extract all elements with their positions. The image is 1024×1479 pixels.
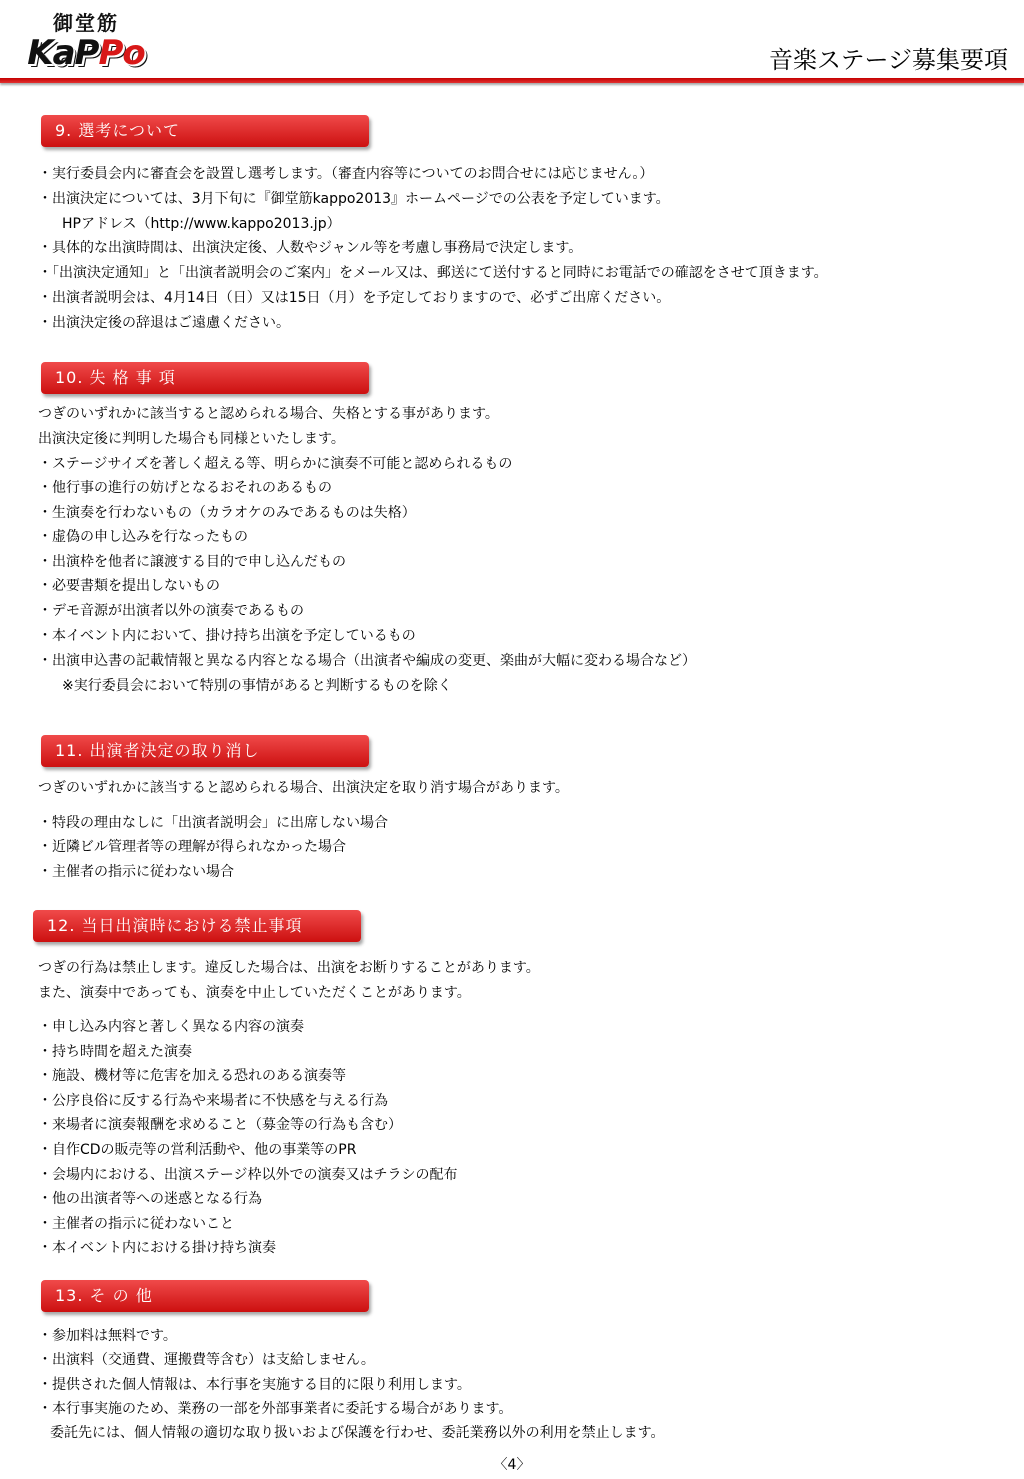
s12-line-5: ・施設、機材等に危害を加える恐れのある演奏等: [38, 1068, 346, 1084]
logo-main-text: [27, 34, 145, 72]
s9-line-7: ・出演決定後の辞退はご遠慮ください。: [38, 315, 290, 331]
s10-line-10: ・本イベント内において、掛け持ち出演を予定しているもの: [38, 628, 416, 644]
kappo-logo: [12, 6, 160, 78]
s10-line-6: ・虚偽の申し込みを行なったもの: [38, 529, 248, 545]
section-9-heading: 9. 選考について: [41, 115, 369, 147]
s10-line-5: ・生演奏を行わないもの（カラオケのみであるものは失格）: [38, 505, 416, 521]
s10-line-9: ・デモ音源が出演者以外の演奏であるもの: [38, 603, 304, 619]
s10-line-12: ※実行委員会において特別の事情があると判断するものを除く: [62, 678, 452, 694]
s11-line-3: ・近隣ビル管理者等の理解が得られなかった場合: [38, 839, 346, 855]
header-divider: [0, 78, 1024, 83]
s12-line-4: ・持ち時間を超えた演奏: [38, 1044, 192, 1060]
s12-line-8: ・自作CDの販売等の営利活動や、他の事業等のPR: [38, 1142, 357, 1158]
s9-line-1: ・実行委員会内に審査会を設置し選考します。（審査内容等についてのお問合せには応じません。）: [38, 166, 654, 182]
s11-line-2: ・特段の理由なしに「出演者説明会」に出席しない場合: [38, 815, 388, 831]
logo-main-part1: KaP: [27, 33, 99, 73]
section-13-heading: 13. そ の 他: [41, 1280, 369, 1312]
s12-line-9: ・会場内における、出演ステージ枠以外での演奏又はチラシの配布: [38, 1167, 458, 1183]
section-11-heading: 11. 出演者決定の取り消し: [41, 735, 369, 767]
s11-line-1: つぎのいずれかに該当すると認められる場合、出演決定を取り消す場合があります。: [38, 780, 569, 796]
s10-line-11: ・出演申込書の記載情報と異なる内容となる場合（出演者や編成の変更、楽曲が大幅に変わる場合など）: [38, 653, 696, 669]
s9-line-5: ・「出演決定通知」と「出演者説明会のご案内」をメール又は、郵送にて送付すると同時にお電話での確認をさせて頂きます。: [38, 265, 828, 281]
s10-line-2: 出演決定後に判明した場合も同様といたします。: [38, 431, 345, 447]
s10-line-4: ・他行事の進行の妨げとなるおそれのあるもの: [38, 480, 332, 496]
s13-line-5: 委託先には、個人情報の適切な取り扱いおよび保護を行わせ、委託業務以外の利用を禁止します。: [50, 1425, 665, 1441]
s12-line-7: ・来場者に演奏報酬を求めること（募金等の行為も含む）: [38, 1117, 402, 1133]
section-10-heading: 10. 失 格 事 項: [41, 362, 369, 394]
section-12-heading: 12. 当日出演時における禁止事項: [33, 910, 361, 942]
logo-top-text: 御堂筋: [53, 11, 119, 35]
s11-line-4: ・主催者の指示に従わない場合: [38, 864, 234, 880]
s12-line-2: また、演奏中であっても、演奏を中止していただくことがあります。: [38, 985, 471, 1001]
s9-line-6: ・出演者説明会は、4月14日（日）又は15日（月）を予定しておりますので、必ずご出席ください。: [38, 290, 671, 306]
s9-line-4: ・具体的な出演時間は、出演決定後、人数やジャンル等を考慮し事務局で決定します。: [38, 240, 583, 256]
page-number: 〈4〉: [493, 1457, 531, 1473]
s10-line-7: ・出演枠を他者に譲渡する目的で申し込んだもの: [38, 554, 346, 570]
page-header: [0, 0, 1024, 90]
s10-line-3: ・ステージサイズを著しく超える等、明らかに演奏不可能と認められるもの: [38, 456, 513, 472]
s13-line-2: ・出演料（交通費、運搬費等含む）は支給しません。: [38, 1352, 375, 1368]
s13-line-1: ・参加料は無料です。: [38, 1328, 177, 1344]
s10-line-1: つぎのいずれかに該当すると認められる場合、失格とする事があります。: [38, 406, 499, 422]
s9-line-2: ・出演決定については、3月下旬に『御堂筋kappo2013』ホームページでの公表を予定しています。: [38, 191, 670, 207]
s12-line-1: つぎの行為は禁止します。違反した場合は、出演をお断りすることがあります。: [38, 960, 540, 976]
s12-line-6: ・公序良俗に反する行為や来場者に不快感を与える行為: [38, 1093, 388, 1109]
s9-line-3: HPアドレス（http://www.kappo2013.jp）: [62, 216, 341, 232]
logo-main-part2: Po: [98, 33, 145, 73]
s12-line-10: ・他の出演者等への迷惑となる行為: [38, 1191, 262, 1207]
s13-line-4: ・本行事実施のため、業務の一部を外部事業者に委託する場合があります。: [38, 1401, 513, 1417]
s12-line-3: ・申し込み内容と著しく異なる内容の演奏: [38, 1019, 304, 1035]
s12-line-11: ・主催者の指示に従わないこと: [38, 1216, 234, 1232]
page-title: 音楽ステージ募集要項: [768, 46, 1008, 74]
s10-line-8: ・必要書類を提出しないもの: [38, 578, 220, 594]
s12-line-12: ・本イベント内における掛け持ち演奏: [38, 1240, 276, 1256]
s13-line-3: ・提供された個人情報は、本行事を実施する目的に限り利用します。: [38, 1377, 471, 1393]
